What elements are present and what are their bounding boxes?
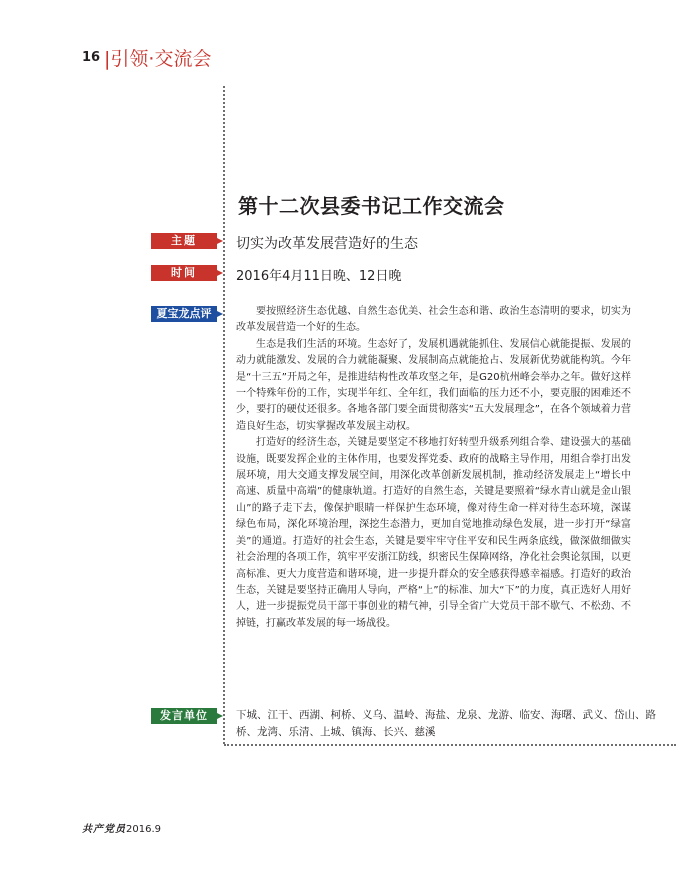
page-footer	[82, 820, 161, 835]
section-title: |引领·交流会	[104, 48, 212, 70]
time-label-text: 时间	[171, 266, 197, 279]
magazine-brand: 共产党员	[82, 824, 126, 835]
units-label-text: 发言单位	[160, 709, 208, 722]
page-number: 16	[82, 50, 101, 65]
time-value: 2016年4月11日晚、12日晚	[236, 269, 402, 284]
arrow-icon	[217, 238, 223, 244]
theme-value: 切实为改革发展营造好的生态	[236, 236, 418, 252]
dotted-divider-vertical	[223, 86, 225, 744]
issue-date: 2016.9	[126, 824, 161, 835]
comment-paragraph: 要按照经济生态优越、自然生态优美、社会生态和谐、政治生态清明的要求，切实为改革发展营造一个好的生态。	[236, 306, 631, 334]
comment-label	[151, 306, 217, 322]
arrow-icon	[217, 713, 223, 719]
comment-paragraph: 打造好的经济生态，关键是要坚定不移地打好转型升级系列组合拳、建设强大的基础设施，既要发挥企业的主体作用，也要发挥党委、政府的战略主导作用，用组合拳打出发展环境，用大交通支撑发展空间，用深化改革创新发展机制，推动经济发展走上“增长中高速、质量中高端”的健康轨道。打造好的自然生态，关键是要照着“绿水青山就是金山银山”的路子走下去，像保护眼睛一样保护生态环境，像对待生命一样对待生态环境，深谋绿色布局，深化环境治理，深挖生态潜力，更加自觉地推动绿色发展，进一步打开“绿富美”的通道。打造好的社会生态，关键是要牢牢守住平安和民生两条底线，做深做细做实社会治理的各项工作，筑牢平安浙江防线，织密民生保障网络，净化社会舆论氛围，以更高标准、更大力度营造和谐环境，进一步提升群众的安全感获得感幸福感。打造好的政治生态，关键是要坚持正确用人导向，严格“上”的标准、加大“下”的力度，真正选好人用好人，进一步提振党员干部干事创业的精气神，引导全省广大党员干部不歇气、不松劲、不掉链，打赢改革发展的每一场战役。	[236, 437, 631, 629]
speaking-units: 下城、江干、西湖、柯桥、义乌、温岭、海盐、龙泉、龙游、临安、海曙、武义、岱山、路桥、龙湾、乐清、上城、镇海、长兴、慈溪	[236, 709, 656, 738]
comment-label-text: 夏宝龙点评	[156, 307, 212, 320]
comment-body	[236, 304, 631, 632]
article-headline: 第十二次县委书记工作交流会	[238, 194, 505, 218]
theme-label	[151, 233, 217, 249]
dotted-divider-horizontal	[224, 744, 676, 746]
units-label	[151, 708, 217, 724]
arrow-icon	[217, 270, 223, 276]
time-label	[151, 265, 217, 281]
theme-label-text: 主题	[171, 234, 197, 247]
comment-paragraph: 生态是我们生活的环境。生态好了，发展机遇就能抓住、发展信心就能提振、发展的动力就能激发、发展的合力就能凝聚、发展制高点就能抢占、发展新优势就能构筑。今年是“十三五”开局之年，是推进结构性改革攻坚之年，是G20杭州峰会举办之年。做好这样一个特殊年份的工作，实现半年红、全年红，我们面临的压力还不小，要克服的困难还不少，要打的硬仗还很多。各地各部门要全面贯彻落实“五大发展理念”，在各个领域着力营造良好生态，切实掌握改革发展主动权。	[236, 338, 631, 432]
arrow-icon	[217, 311, 223, 317]
